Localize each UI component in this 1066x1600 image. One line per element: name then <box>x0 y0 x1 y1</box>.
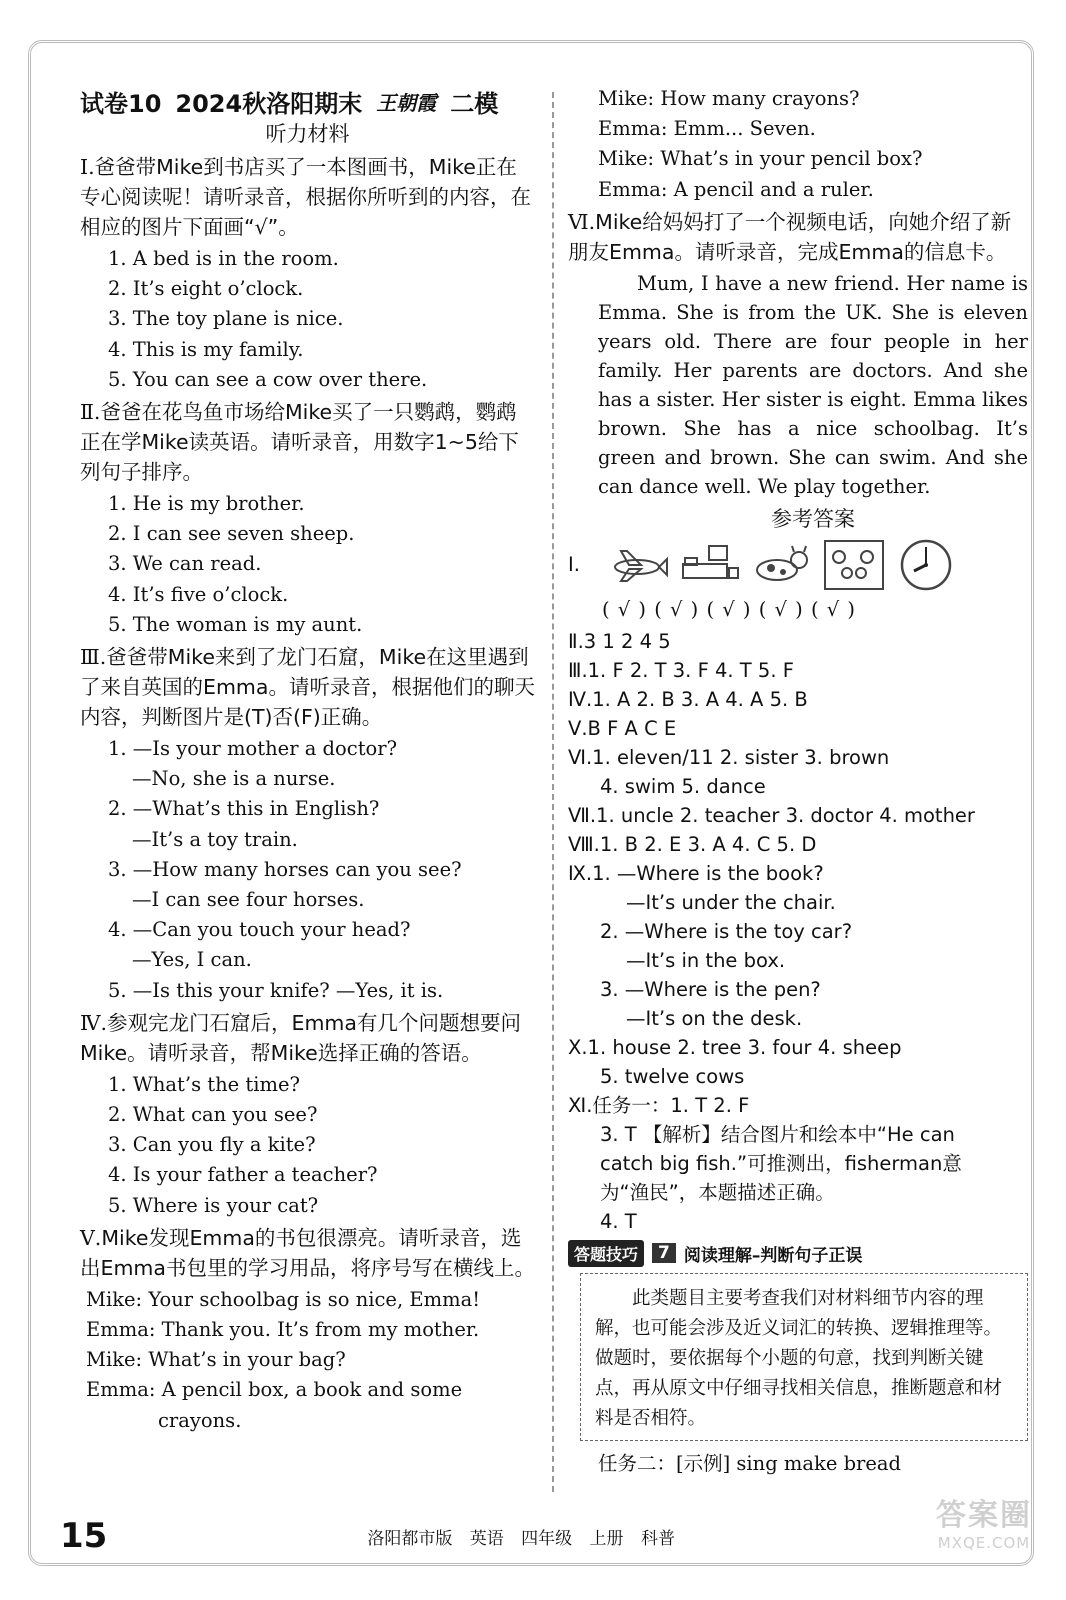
list-item: 2. It’s eight o’clock. <box>108 277 304 301</box>
answer-line: Ⅳ.1. A 2. B 3. A 4. A 5. B <box>568 687 808 711</box>
list-item: 4. Is your father a teacher? <box>108 1163 378 1187</box>
answer-line: 4. swim 5. dance <box>600 774 766 798</box>
exam-number: 试卷10 <box>80 90 162 118</box>
list-item: 4. It’s five o’clock. <box>108 582 289 606</box>
watermark: 答案圈 MXQE.COM <box>936 1498 1032 1552</box>
right-column <box>568 84 1028 1478</box>
section-1-instruction: Ⅰ.爸爸带Mike到书店买了一本图画书，Mike正在专心阅读呢！请听录音，根据你所听到的内容，在相应的图片下面画“√”。 <box>80 155 531 239</box>
signature: 王朝霞 <box>376 91 437 115</box>
list-item: —It’s a toy train. <box>132 827 298 851</box>
answer-line: —It’s on the desk. <box>626 1006 803 1030</box>
dialog-line: Mike: What’s in your bag? <box>86 1348 346 1372</box>
list-item: 4. —Can you touch your head? <box>108 918 411 942</box>
clock-icon <box>894 537 958 593</box>
answer-line: Ⅱ.3 1 2 4 5 <box>568 629 671 653</box>
passage: Mum, I have a new friend. Her name is Emma. She is from the UK. She is eleven years old. There are four people in her family. Her parents are doctors. And she has a sister. Her sister is eight. Emma likes brown. She has a nice schoolbag. It’s green and brown. She can swim. And she can dance well. We play together. <box>598 271 1028 498</box>
column-divider <box>552 92 554 1492</box>
list-item: 3. We can read. <box>108 552 262 576</box>
list-item: 1. He is my brother. <box>108 492 305 516</box>
tip-header <box>568 1240 1028 1267</box>
exam-name: 2024秋洛阳期末 <box>175 90 363 118</box>
page-footer <box>60 1514 1000 1558</box>
list-item: —Yes, I can. <box>132 948 252 972</box>
section-3-instruction: Ⅲ.爸爸带Mike来到了龙门石窟，Mike在这里遇到了来自英国的Emma。请听录音，根据他们的聊天内容，判断图片是(T)否(F)正确。 <box>80 645 535 730</box>
answer-line: 3. T 【解析】结合图片和绘本中“He can catch big fish.”可推测出，fisherman意为“渔民”，本题描述正确。 <box>600 1122 962 1204</box>
exam-mock: 二模 <box>450 90 499 118</box>
list-item: 5. You can see a cow over there. <box>108 367 428 391</box>
list-item: 4. This is my family. <box>108 337 304 361</box>
answer-line: 5. twelve cows <box>600 1064 745 1088</box>
answer-line: —It’s under the chair. <box>626 890 836 914</box>
tip-badge: 答题技巧 <box>568 1240 644 1267</box>
list-item: 3. The toy plane is nice. <box>108 307 344 331</box>
answer-line: Ⅸ.1. —Where is the book? <box>568 861 824 885</box>
list-item: 1. A bed is in the room. <box>108 247 339 270</box>
dialog-line: Emma: Thank you. It’s from my mother. <box>86 1318 480 1342</box>
tip-body: 此类题目主要考查我们对材料细节内容的理解，也可能会涉及近义词汇的转换、逻辑推理等。做题时，要依据每个小题的句意，找到判断关键点，再从原文中仔细寻找相关信息，推断题意和材料是否相符。 <box>580 1273 1028 1441</box>
tip-number: 7 <box>652 1243 676 1263</box>
answer-line: Ⅹ.1. house 2. tree 3. four 4. sheep <box>568 1035 902 1059</box>
list-item: 2. I can see seven sheep. <box>108 522 355 546</box>
tip-title: 阅读理解–判断句子正误 <box>683 1245 863 1266</box>
answer-line: Ⅷ.1. B 2. E 3. A 4. C 5. D <box>568 832 817 856</box>
page-number: 15 <box>60 1516 108 1556</box>
answer-1-pictures <box>568 537 1028 593</box>
list-item: 2. —What’s this in English? <box>108 797 380 821</box>
list-item: 3. —How many horses can you see? <box>108 857 462 881</box>
list-item: 5. The woman is my aunt. <box>108 612 363 636</box>
answer-line: Ⅶ.1. uncle 2. teacher 3. doctor 4. mother <box>568 803 975 827</box>
list-item: —I can see four horses. <box>132 888 365 912</box>
answer-1-num: Ⅰ. <box>568 553 580 577</box>
dialog-line: Mike: Your schoolbag is so nice, Emma! <box>86 1287 481 1311</box>
dialog-line: Mike: How many crayons? <box>598 87 860 110</box>
answer-line: 4. T <box>600 1209 637 1233</box>
list-item: 1. —Is your mother a doctor? <box>108 737 398 761</box>
exam-title <box>80 84 535 119</box>
answer-line: Ⅴ.B F A C E <box>568 716 677 740</box>
dialog-line: Emma: A pencil box, a book and some <box>86 1378 463 1402</box>
dialog-line: crayons. <box>158 1408 242 1432</box>
left-column <box>80 118 535 1436</box>
list-item: 2. What can you see? <box>108 1103 318 1127</box>
list-item: 3. Can you fly a kite? <box>108 1133 316 1157</box>
list-item: —No, she is a nurse. <box>132 767 336 791</box>
toy-plane-icon <box>606 537 670 593</box>
answer-line: 3. —Where is the pen? <box>600 977 821 1001</box>
task-2-answer: 任务二：[示例] sing make bread <box>598 1451 902 1475</box>
answer-line: Ⅵ.1. eleven/11 2. sister 3. brown <box>568 745 890 769</box>
section-6-instruction: Ⅵ.Mike给妈妈打了一个视频电话，向她介绍了新朋友Emma。请听录音，完成Emma的信息卡。 <box>568 209 1012 264</box>
edition-info: 洛阳都市版 英语 四年级 上册 科普 <box>367 1528 675 1549</box>
answer-line: —It’s in the box. <box>626 948 786 972</box>
answer-1-checks: ( √ ) ( √ ) ( √ ) ( √ ) ( √ ) <box>602 597 856 621</box>
cow-icon <box>750 537 814 593</box>
section-2-instruction: Ⅱ.爸爸在花鸟鱼市场给Mike买了一只鹦鹉，鹦鹉正在学Mike读英语。请听录音，用数字1~5给下列句子排序。 <box>80 400 519 485</box>
answer-line: Ⅲ.1. F 2. T 3. F 4. T 5. F <box>568 658 794 682</box>
dialog-line: Mike: What’s in your pencil box? <box>598 147 923 171</box>
list-item: 5. Where is your cat? <box>108 1193 319 1217</box>
list-item: 1. What’s the time? <box>108 1072 300 1096</box>
bedroom-icon <box>678 537 742 593</box>
section-4-instruction: Ⅳ.参观完龙门石窟后，Emma有几个问题想要问Mike。请听录音，帮Mike选择正确的答语。 <box>80 1010 521 1065</box>
dialog-line: Emma: Emm... Seven. <box>598 117 816 141</box>
answer-line: Ⅺ.任务一：1. T 2. F <box>568 1093 750 1117</box>
list-item: 5. —Is this your knife? —Yes, it is. <box>108 978 444 1002</box>
section-5-instruction: Ⅴ.Mike发现Emma的书包很漂亮。请听录音，选出Emma书包里的学习用品，将序号写在横线上。 <box>80 1225 535 1280</box>
listening-heading: 听力材料 <box>265 122 350 146</box>
answers-heading: 参考答案 <box>771 506 855 531</box>
dialog-line: Emma: A pencil and a ruler. <box>598 177 874 201</box>
family-icon <box>822 537 886 593</box>
answer-line: 2. —Where is the toy car? <box>600 919 853 943</box>
